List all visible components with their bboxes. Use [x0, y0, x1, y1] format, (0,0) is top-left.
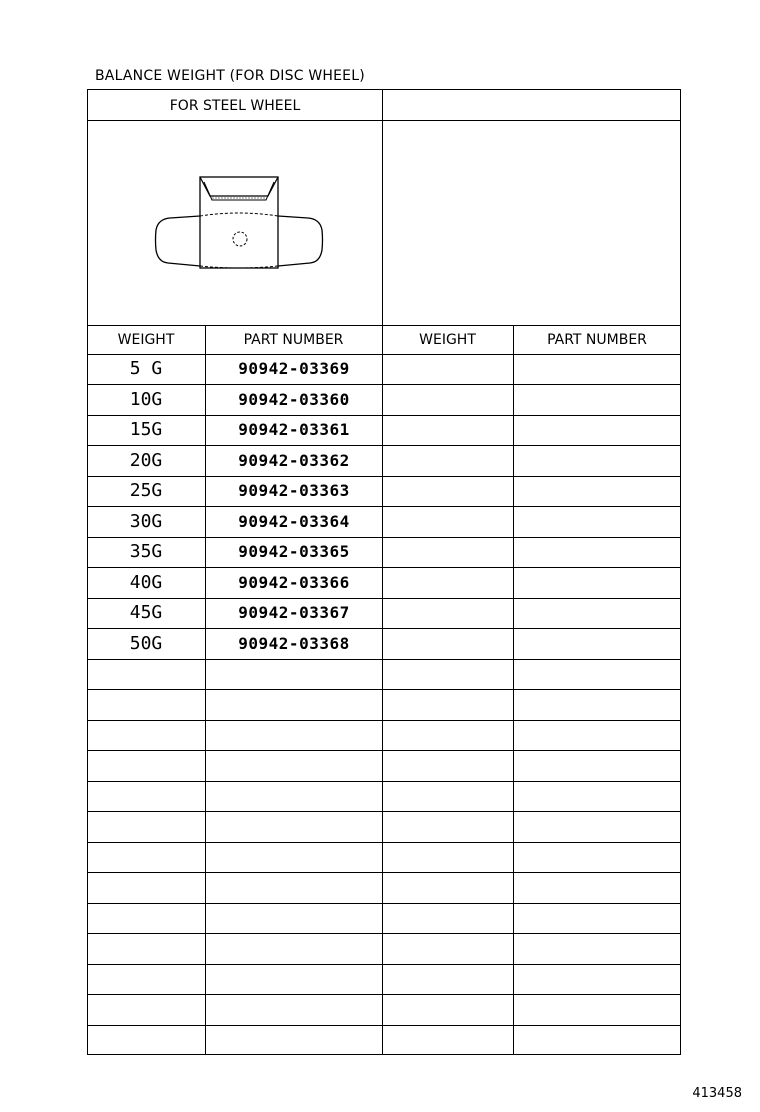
row-weight: 5 G [129, 358, 163, 379]
page-title: BALANCE WEIGHT (FOR DISC WHEEL) [95, 68, 365, 84]
row-weight: 40G [129, 572, 163, 593]
row-divider [87, 872, 681, 873]
row-part-number: 90942-03361 [238, 420, 350, 439]
row-weight: 10G [129, 389, 163, 410]
column-header-part-right: PART NUMBER [547, 332, 647, 348]
row-divider [87, 445, 681, 446]
row-divider [87, 476, 681, 477]
row-divider [87, 415, 681, 416]
row-part-number: 90942-03367 [238, 603, 350, 622]
balance-weight-clip-icon [150, 170, 330, 274]
row-divider [87, 567, 681, 568]
row-part-number: 90942-03369 [238, 359, 350, 378]
row-weight: 30G [129, 511, 163, 532]
row-divider [87, 506, 681, 507]
column-header-weight-right: WEIGHT [419, 332, 476, 348]
divider-center [382, 89, 383, 1055]
row-divider [87, 933, 681, 934]
row-divider [87, 689, 681, 690]
row-part-number: 90942-03362 [238, 451, 350, 470]
row-divider [87, 964, 681, 965]
row-part-number: 90942-03364 [238, 512, 350, 531]
row-weight: 15G [129, 419, 163, 440]
row-divider [87, 537, 681, 538]
row-divider [87, 659, 681, 660]
row-weight: 25G [129, 480, 163, 501]
row-divider [87, 384, 681, 385]
row-divider [87, 994, 681, 995]
row-divider [87, 628, 681, 629]
row-part-number: 90942-03368 [238, 634, 350, 653]
row-divider [87, 750, 681, 751]
row-part-number: 90942-03366 [238, 573, 350, 592]
row-weight: 50G [129, 633, 163, 654]
header-divider [87, 120, 681, 121]
row-weight: 20G [129, 450, 163, 471]
row-divider [87, 781, 681, 782]
row-divider [87, 720, 681, 721]
row-part-number: 90942-03365 [238, 542, 350, 561]
diagram-bottom [87, 325, 681, 326]
diagram-code: 413458 [692, 1086, 742, 1101]
row-weight: 45G [129, 602, 163, 623]
row-part-number: 90942-03363 [238, 481, 350, 500]
row-divider [87, 903, 681, 904]
row-part-number: 90942-03360 [238, 390, 350, 409]
row-divider [87, 1025, 681, 1026]
row-divider [87, 842, 681, 843]
divider-right-col [513, 325, 514, 1055]
row-divider [87, 598, 681, 599]
column-header-weight-left: WEIGHT [117, 332, 175, 348]
row-weight: 35G [129, 541, 163, 562]
row-divider [87, 811, 681, 812]
section-header-steel-wheel: FOR STEEL WHEEL [169, 98, 301, 114]
column-header-part-left: PART NUMBER [243, 332, 344, 348]
column-header-bottom [87, 354, 681, 355]
